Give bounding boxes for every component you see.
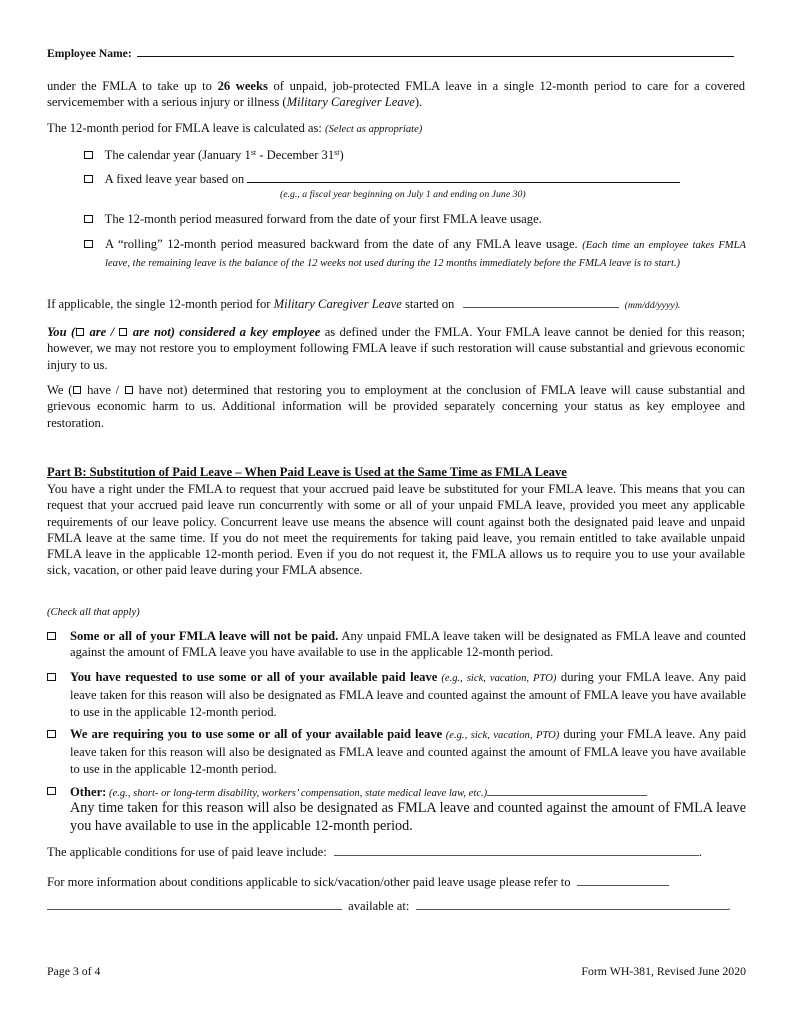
other-leave-checkbox[interactable] — [47, 787, 56, 796]
refer-to-field[interactable] — [577, 873, 669, 886]
policy-name-field[interactable] — [47, 897, 342, 910]
part-b-title: Part B: Substitution of Paid Leave – When Paid Leave is Used at the Same Time as FMLA Leave — [47, 465, 567, 479]
period-option-fixed: A fixed leave year based on — [84, 170, 704, 187]
other-leave-field[interactable] — [487, 783, 647, 796]
fixed-year-field[interactable] — [247, 170, 680, 183]
rolling-period-checkbox[interactable] — [84, 240, 93, 249]
mcl-start-row: If applicable, the single 12-month period for Military Caregiver Leave started on (mm/dd/yyyy). — [47, 297, 681, 311]
employee-name-label: Employee Name: — [47, 47, 132, 60]
other-leave-text: Any time taken for this reason will also be designated as FMLA leave and counted against the amount of FMLA leave you have available to use in the applicable 12-month period. — [70, 800, 746, 834]
form-revision: Form WH-381, Revised June 2020 — [581, 964, 746, 978]
key-employee-are-checkbox[interactable] — [76, 328, 84, 336]
intro-paragraph: under the FMLA to take up to 26 weeks of unpaid, job-protected FMLA leave in a single 12-month period to care for a covered servicemember with a serious injury or illness (Military Caregiver Leave). — [47, 79, 746, 110]
unpaid-leave-checkbox[interactable] — [47, 632, 56, 641]
key-employee-paragraph: You ( are / are not) considered a key employee as defined under the FMLA. Your FMLA leave cannot be denied for this reason; however, we may not restore you to employment following FMLA leave if such restoration will cause substantial and grievous economic injury to us. — [47, 325, 745, 372]
key-employee-are-not-checkbox[interactable] — [119, 328, 127, 336]
period-hint: (Select as appropriate) — [325, 124, 423, 135]
determination-paragraph: We ( have / have not) determined that restoring you to employment at the conclusion of FMLA leave will cause substantial and grievous economic harm to us. Additional information will be provided separately concerning your status as key employee and restoration. — [47, 383, 746, 430]
fixed-year-checkbox[interactable] — [84, 175, 93, 184]
available-at-field[interactable] — [416, 897, 728, 910]
conditions-row: The applicable conditions for use of paid leave include: . — [47, 845, 703, 859]
requested-paid-leave-checkbox[interactable] — [47, 673, 56, 682]
page-number: Page 3 of 4 — [47, 964, 101, 978]
part-b-body: You have a right under the FMLA to request that your accrued paid leave be substituted for your FMLA leave. This means that you can request that your accrued paid leave run concurrently with some or all of your unpaid FMLA leave, provided you meet any applicable requirements of our leave policy. Concurrent leave use means the absence will count against both the designated paid leave and unpaid FMLA leave at the same time. If you do not meet the requirements for taking paid leave, you remain entitled to take available unpaid FMLA leave in the applicable 12-month period. Even if you do not request it, the FMLA allows us to require you to use your available sick, vacation, or other paid leave during your FMLA absence. — [47, 482, 745, 578]
rolling-period-text: A “rolling” 12-month period measured backward from the date of any FMLA leave usage. (Each time an employee takes FMLA leave, the remaining leave is the balance of the 12 weeks not used during the 12 months immediately before the FMLA leave is to start.) — [105, 237, 746, 270]
requested-checkbox-wrap — [47, 669, 56, 685]
requiring-paid-leave-text: We are requiring you to use some or all of your available paid leave (e.g., sick, vacation, PTO) during your FMLA leave. Any paid leave taken for this reason will also be designated as FMLA leave and counted against the amount of FMLA leave you have available to use in the applicable 12-month period. — [70, 727, 746, 776]
mcl-start-date-field[interactable] — [463, 295, 619, 308]
unpaid-leave-text: Some or all of your FMLA leave will not be paid. Any unpaid FMLA leave taken will be designated as FMLA leave and counted against the amount of FMLA leave you have available to use in the applicable 12-month period. — [70, 629, 746, 660]
requiring-checkbox-wrap — [47, 726, 56, 742]
other-checkbox-wrap — [47, 783, 56, 799]
check-all-hint: (Check all that apply) — [47, 607, 140, 618]
employee-name-field[interactable] — [137, 44, 734, 57]
conditions-field[interactable] — [334, 843, 699, 856]
determined-have-not-checkbox[interactable] — [125, 386, 133, 394]
requiring-paid-leave-checkbox[interactable] — [47, 730, 56, 739]
period-label: The 12-month period for FMLA leave is calculated as: — [47, 121, 322, 135]
employee-name-row — [47, 44, 747, 62]
available-at-row: available at: . — [47, 897, 747, 914]
unpaid-checkbox-wrap — [47, 628, 56, 644]
forward-period-checkbox[interactable] — [84, 215, 93, 224]
period-option-calendar: The calendar year (January 1st - December 31st) — [84, 147, 344, 163]
requested-paid-leave-text: You have requested to use some or all of your available paid leave (e.g., sick, vacation, PTO) during your FMLA leave. Any paid leave taken for this reason will also be designated as FMLA leave and counted against the amount of FMLA leave you have available to use in the applicable 12-month period. — [70, 670, 747, 719]
calendar-year-checkbox[interactable] — [84, 151, 93, 160]
period-option-forward: The 12-month period measured forward from the date of your first FMLA leave usage. — [84, 211, 542, 227]
other-leave-row: Other: (e.g., short- or long-term disability, workers’ compensation, state medical leave law, etc.) — [70, 783, 746, 802]
more-info-row: For more information about conditions applicable to sick/vacation/other paid leave usage please refer to — [47, 873, 747, 890]
period-label-row — [47, 120, 747, 138]
fixed-year-hint: (e.g., a fiscal year beginning on July 1 and ending on June 30) — [280, 189, 526, 200]
determined-have-checkbox[interactable] — [73, 386, 81, 394]
